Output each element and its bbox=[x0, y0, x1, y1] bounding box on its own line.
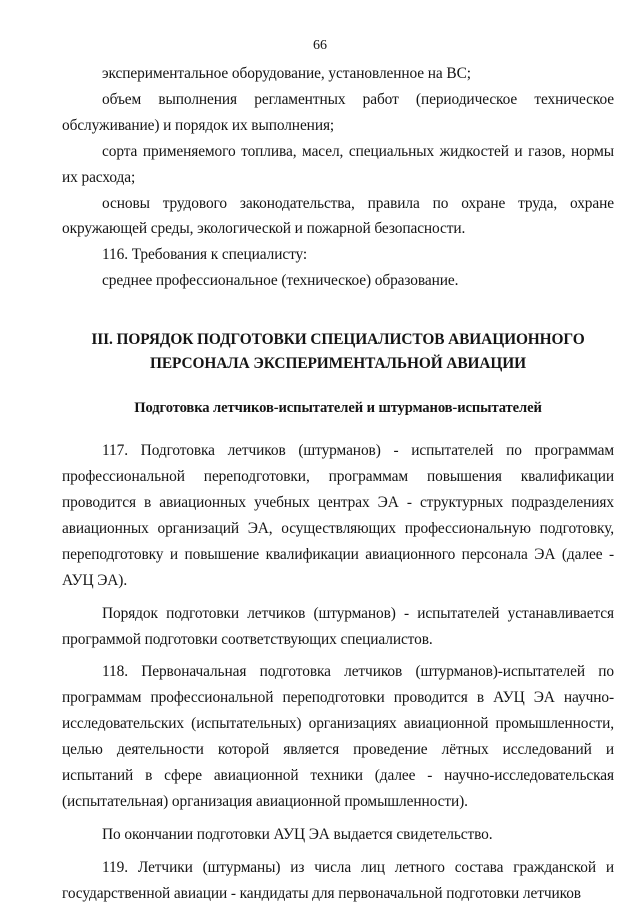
paragraph-116: 116. Требования к специалисту: bbox=[102, 246, 308, 264]
paragraph-labor-law: основы трудового законодательства, правила по охране труда, охране окружающей среды, экологической и пожарной безопасности. bbox=[62, 194, 614, 238]
paragraph-training-order: Порядок подготовки летчиков (штурманов) - испытателей устанавливается программой подготовки соответствующих специалистов. bbox=[62, 604, 614, 648]
paragraph-fuel: сорта применяемого топлива, масел, специальных жидкостей и газов, нормы их расхода; bbox=[62, 142, 614, 186]
paragraph-119: 119. Летчики (штурманы) из числа лиц летного состава гражданской и государственной авиации - кандидаты для первоначальной подготовки летчиков bbox=[62, 858, 614, 902]
paragraph-certificate: По окончании подготовки АУЦ ЭА выдается свидетельство. bbox=[102, 825, 493, 843]
page-content bbox=[62, 61, 614, 907]
paragraph-education: среднее профессиональное (техническое) образование. bbox=[102, 272, 459, 290]
section-subheading: Подготовка летчиков-испытателей и штурманов-испытателей bbox=[134, 400, 542, 417]
page-number: 66 bbox=[313, 38, 327, 53]
section-heading-line-1: III. ПОРЯДОК ПОДГОТОВКИ СПЕЦИАЛИСТОВ АВИАЦИОННОГО bbox=[91, 331, 585, 349]
paragraph-maintenance: объем выполнения регламентных работ (периодическое техническое обслуживание) и порядок их выполнения; bbox=[62, 90, 614, 134]
paragraph-118: 118. Первоначальная подготовка летчиков (штурманов)-испытателей по программам профессиональной переподготовки проводится в АУЦ ЭА научно-исследовательских (испытательных) организациях авиационной промышленности, целью деятельности которой является проведение лётных исследований и испытаний в сфере авиационной техники (далее - научно-исследовательская (испытательная) организация авиационной промышленности). bbox=[62, 663, 614, 810]
paragraph-117: 117. Подготовка летчиков (штурманов) - испытателей по программам профессиональной переподготовки, программам повышения квалификации проводится в авиационных учебных центрах ЭА - структурных подразделениях авиационных организаций ЭА, осуществляющих профессиональную подготовку, переподготовку и повышение квалификации авиационного персонала ЭА (далее - АУЦ ЭА). bbox=[62, 442, 614, 589]
section-heading-line-2: ПЕРСОНАЛА ЭКСПЕРИМЕНТАЛЬНОЙ АВИАЦИИ bbox=[149, 355, 527, 373]
paragraph-equipment: экспериментальное оборудование, установленное на ВС; bbox=[102, 65, 471, 82]
